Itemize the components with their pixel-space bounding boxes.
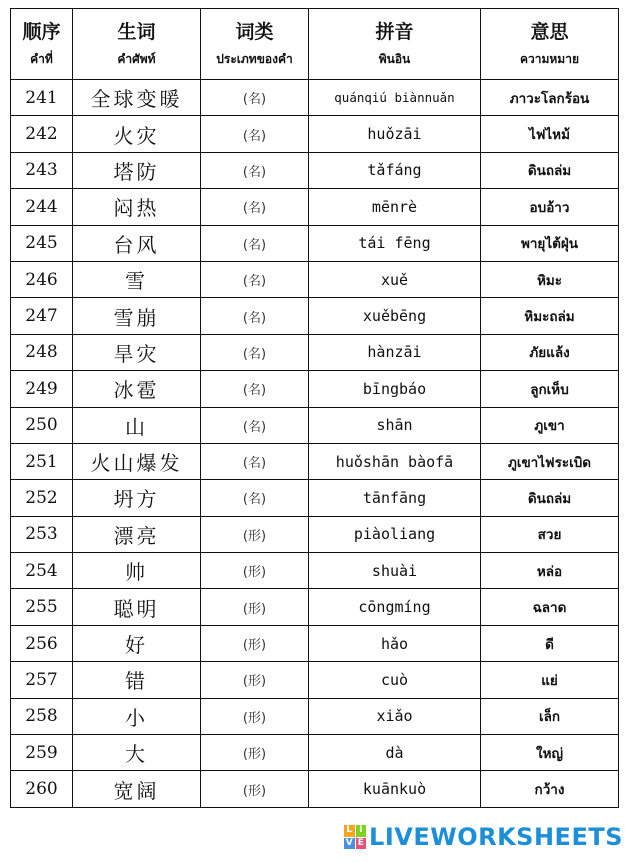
row-word: 雪 (73, 261, 201, 297)
header-pos-zh: 词类 (235, 21, 274, 43)
header-meaning-zh: 意思 (530, 21, 569, 43)
row-meaning: ไฟไหม้ (481, 116, 619, 152)
header-word-th: คำศัพท์ (117, 52, 156, 66)
table-row (11, 152, 619, 188)
row-part-of-speech: (名) (201, 371, 309, 407)
row-pinyin: kuānkuò (309, 771, 481, 807)
header-order (11, 9, 73, 80)
row-word: 台风 (73, 225, 201, 261)
table-row (11, 116, 619, 152)
header-meaning (481, 9, 619, 80)
liveworksheets-logo-text: LIVEWORKSHEETS (369, 823, 623, 851)
table-row (11, 334, 619, 370)
header-row (11, 9, 619, 80)
row-pinyin: hànzāi (309, 334, 481, 370)
logo-mark-square: I (356, 825, 367, 837)
row-part-of-speech: (名) (201, 334, 309, 370)
row-word: 聪明 (73, 589, 201, 625)
row-part-of-speech: (名) (201, 261, 309, 297)
row-word: 冰雹 (73, 371, 201, 407)
row-meaning: หล่อ (481, 553, 619, 589)
table-row (11, 735, 619, 771)
row-number: 256 (11, 625, 73, 661)
row-pinyin: mēnrè (309, 189, 481, 225)
row-pinyin: xiǎo (309, 698, 481, 734)
row-meaning: พายุไต้ฝุ่น (481, 225, 619, 261)
table-row (11, 516, 619, 552)
row-meaning: หิมะถล่ม (481, 298, 619, 334)
row-pinyin: dà (309, 735, 481, 771)
row-word: 雪崩 (73, 298, 201, 334)
row-word: 宽阔 (73, 771, 201, 807)
row-meaning: ภูเขาไฟระเบิด (481, 443, 619, 479)
table-row (11, 589, 619, 625)
row-meaning: กว้าง (481, 771, 619, 807)
row-pinyin: huǒzāi (309, 116, 481, 152)
row-word: 小 (73, 698, 201, 734)
row-pinyin: tǎfáng (309, 152, 481, 188)
row-word: 火山爆发 (73, 443, 201, 479)
row-number: 251 (11, 443, 73, 479)
row-pinyin: xuě (309, 261, 481, 297)
liveworksheets-logo-mark (344, 825, 366, 849)
table-row (11, 662, 619, 698)
table-row (11, 407, 619, 443)
row-pinyin: cōngmíng (309, 589, 481, 625)
row-meaning: สวย (481, 516, 619, 552)
row-part-of-speech: (形) (201, 589, 309, 625)
logo-mark-square: L (344, 825, 355, 837)
row-part-of-speech: (形) (201, 662, 309, 698)
row-part-of-speech: (形) (201, 516, 309, 552)
row-pinyin: shuài (309, 553, 481, 589)
row-number: 254 (11, 553, 73, 589)
row-meaning: ฉลาด (481, 589, 619, 625)
row-word: 全球变暖 (73, 80, 201, 116)
row-number: 260 (11, 771, 73, 807)
row-number: 249 (11, 371, 73, 407)
row-part-of-speech: (形) (201, 698, 309, 734)
header-word (73, 9, 201, 80)
row-part-of-speech: (形) (201, 625, 309, 661)
row-word: 错 (73, 662, 201, 698)
row-meaning: ใหญ่ (481, 735, 619, 771)
row-number: 245 (11, 225, 73, 261)
row-word: 塔防 (73, 152, 201, 188)
table-body (11, 80, 619, 808)
header-pinyin-th: พินอิน (378, 52, 411, 66)
row-meaning: ลูกเห็บ (481, 371, 619, 407)
header-pinyin (309, 9, 481, 80)
row-part-of-speech: (名) (201, 189, 309, 225)
row-part-of-speech: (名) (201, 480, 309, 516)
header-order-th: คำที่ (30, 52, 53, 66)
row-word: 大 (73, 735, 201, 771)
row-pinyin: piàoliang (309, 516, 481, 552)
row-meaning: ภัยแล้ง (481, 334, 619, 370)
row-meaning: ภาวะโลกร้อน (481, 80, 619, 116)
header-order-zh: 顺序 (22, 21, 61, 43)
row-part-of-speech: (名) (201, 225, 309, 261)
row-number: 242 (11, 116, 73, 152)
row-word: 帅 (73, 553, 201, 589)
row-meaning: หิมะ (481, 261, 619, 297)
row-number: 252 (11, 480, 73, 516)
table-row (11, 698, 619, 734)
row-pinyin: shān (309, 407, 481, 443)
table-row (11, 553, 619, 589)
row-part-of-speech: (名) (201, 407, 309, 443)
row-number: 258 (11, 698, 73, 734)
table-row (11, 80, 619, 116)
row-number: 247 (11, 298, 73, 334)
table-row (11, 298, 619, 334)
row-number: 244 (11, 189, 73, 225)
row-pinyin: huǒshān bàofā (309, 443, 481, 479)
row-number: 255 (11, 589, 73, 625)
row-number: 250 (11, 407, 73, 443)
row-meaning: ดี (481, 625, 619, 661)
row-number: 248 (11, 334, 73, 370)
logo-mark-square: V (345, 837, 353, 848)
row-word: 闷热 (73, 189, 201, 225)
header-pos-th: ประเภทของคำ (216, 52, 293, 66)
header-meaning-th: ความหมาย (519, 52, 579, 66)
row-part-of-speech: (名) (201, 443, 309, 479)
row-number: 253 (11, 516, 73, 552)
row-part-of-speech: (形) (201, 771, 309, 807)
row-part-of-speech: (名) (201, 298, 309, 334)
table-row (11, 480, 619, 516)
row-word: 山 (73, 407, 201, 443)
header-word-zh: 生词 (117, 21, 156, 43)
row-word: 漂亮 (73, 516, 201, 552)
row-word: 火灾 (73, 116, 201, 152)
table-row (11, 189, 619, 225)
row-meaning: เล็ก (481, 698, 619, 734)
row-pinyin: xuěbēng (309, 298, 481, 334)
row-pinyin: quánqiú biànnuǎn (309, 80, 481, 116)
row-meaning: ดินถล่ม (481, 152, 619, 188)
row-meaning: ภูเขา (481, 407, 619, 443)
row-meaning: อบอ้าว (481, 189, 619, 225)
table-row (11, 371, 619, 407)
row-part-of-speech: (形) (201, 553, 309, 589)
row-pinyin: tái fēng (309, 225, 481, 261)
row-part-of-speech: (名) (201, 152, 309, 188)
row-word: 旱灾 (73, 334, 201, 370)
table-row (11, 443, 619, 479)
row-pinyin: hǎo (309, 625, 481, 661)
row-number: 243 (11, 152, 73, 188)
row-number: 259 (11, 735, 73, 771)
logo-mark-square: E (356, 838, 367, 850)
row-meaning: แย่ (481, 662, 619, 698)
table-row (11, 225, 619, 261)
row-part-of-speech: (形) (201, 735, 309, 771)
table-row (11, 261, 619, 297)
row-pinyin: tānfāng (309, 480, 481, 516)
vocabulary-table (10, 8, 619, 808)
table-row (11, 771, 619, 807)
row-word: 坍方 (73, 480, 201, 516)
liveworksheets-logo (344, 822, 623, 852)
row-part-of-speech: (名) (201, 80, 309, 116)
header-pinyin-zh: 拼音 (375, 21, 414, 43)
row-pinyin: bīngbáo (309, 371, 481, 407)
header-pos (201, 9, 309, 80)
row-meaning: ดินถล่ม (481, 480, 619, 516)
row-number: 241 (11, 80, 73, 116)
row-part-of-speech: (名) (201, 116, 309, 152)
row-number: 257 (11, 662, 73, 698)
table-row (11, 625, 619, 661)
row-number: 246 (11, 261, 73, 297)
row-pinyin: cuò (309, 662, 481, 698)
row-word: 好 (73, 625, 201, 661)
